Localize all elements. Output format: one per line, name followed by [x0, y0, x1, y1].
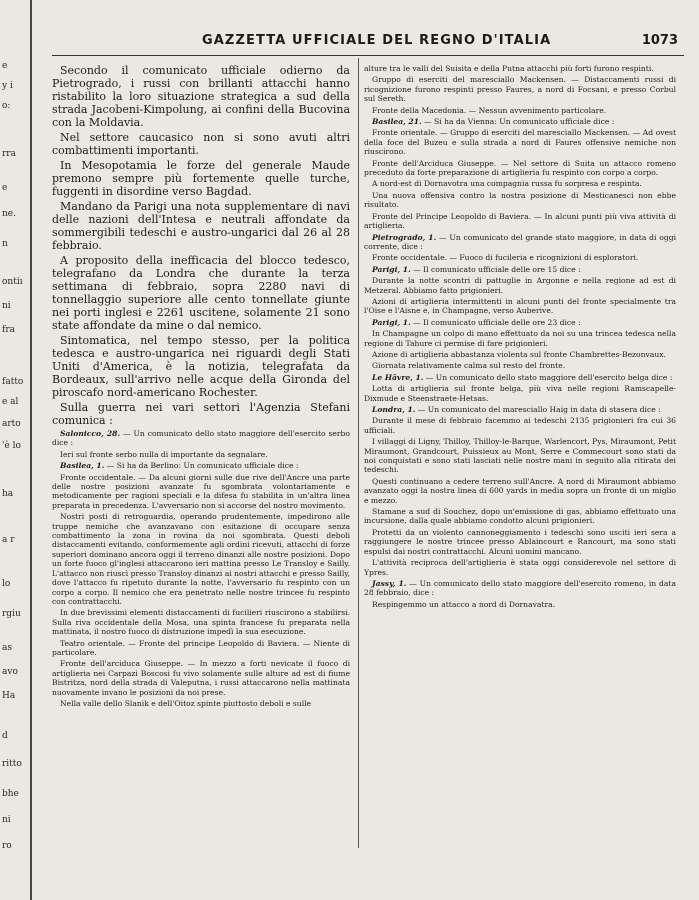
dateline: Londra, 1. — [372, 405, 416, 414]
margin-fragment: ritto — [2, 759, 22, 769]
paragraph-text: — Un comunicato del maresciallo Haig in data di stasera dice : — [415, 405, 661, 414]
right-column-paragraph — [364, 75, 676, 103]
paragraph-text: Questi continuano a cedere terreno sull'Ancre. A nord di Miraumont abbiamo avanzato oggi la nostra linea di 600 yards in media sopra un fronte di un miglio e mezzo. — [364, 476, 676, 505]
margin-fragment: ne. — [2, 209, 16, 219]
paragraph-text: Nostri posti di retroguardia, operando prudentemente, impedirono alle truppe nemiche che avanzavano con esitazione di occupare senza combattimento la zona in rovina da noi sgombrata. Questi deboli distaccamenti evitando, conformemente agli ordini ricevuti, attacchi di forze superiori dominano ancora oggi il terreno dinanzi alle nostre posizioni. Dopo un forte fuoco gl'inglesi attaccarono ieri mattina presso Le Transloy e Sailly. L'attacco non riuscì presso Transloy dinanzi ai nostri attacchi e presso Sailly, dove l'attacco fu ripetuto durante la notte, l'avversario fu respinto con un corpo a corpo. Il nemico che era penetrato nelle nostre trincee fu respinto con contrattacchi. — [52, 512, 350, 606]
left-column-paragraph — [52, 450, 350, 459]
margin-fragment: n — [2, 239, 8, 249]
left-column-paragraph — [52, 461, 350, 470]
left-column-paragraph — [52, 334, 350, 399]
paragraph-text: — Un comunicato dello stato maggiore dell'esercito romeno, in data 28 febbraio, dice : — [364, 578, 676, 598]
left-column-paragraph — [52, 473, 350, 511]
paragraph-text: Stamane a sud di Souchez, dopo un'emissione di gas, abbiamo effettuato una incursione, dalla quale abbiamo condotto alcuni prigionieri. — [364, 507, 676, 526]
right-column-paragraph — [364, 64, 676, 73]
page-number: 1073 — [641, 33, 678, 48]
paragraph-text: Fronte dell'Arciduca Giuseppe. — Nel settore di Suita un attacco romeno preceduto da forte preparazione di artiglieria fu respinto con corpo a corpo. — [364, 158, 676, 178]
left-column-paragraph — [52, 699, 350, 708]
margin-fragment: ni — [2, 815, 11, 825]
right-column-paragraph — [364, 191, 676, 210]
page-header — [190, 33, 690, 51]
right-column-paragraph — [364, 106, 676, 115]
right-column-paragraph — [364, 265, 676, 274]
right-column-paragraph — [364, 179, 676, 188]
paragraph-text: Fronte del Principe Leopoldo di Baviera. — In alcuni punti più viva attività di artiglieria. — [364, 211, 676, 231]
paragraph-text: L'attività reciproca dell'artiglieria è stata oggi considerevole nel settore di Ypres. — [364, 558, 676, 577]
paragraph-text: Sintomatica, nel tempo stesso, per la politica tedesca e austro-ungarica nei riguardi degli Stati Uniti d'America, è la notizia, telegrafata da Bordeaux, sull'arrivo nelle acque della Gironda del piroscafo nord-americano Rochester. — [52, 334, 350, 399]
right-column-paragraph — [364, 416, 676, 435]
paragraph-text: A proposito della inefficacia del blocco tedesco, telegrafano da Londra che durante la terza settimana di febbraio, sopra 2280 navi di tonnellaggio superiore alle cento tonnellate giunte nei porti inglesi e 2261 uscitene, solamente 21 sono state affondate da mine o dal nemico. — [52, 254, 350, 332]
margin-fragment: d — [2, 731, 8, 741]
paragraph-text: Secondo il comunicato ufficiale odierno da Pietrogrado, i russi con brillanti attacchi hanno ristabilito la loro situazione strategica a sud della strada Jacobeni-Kimpolung, ai confini della Bucovina con la Moldavia. — [52, 64, 350, 129]
paragraph-text: Mandano da Parigi una nota supplementare di navi delle nazioni dell'Intesa e neutrali affondate da sommergibili tedeschi e austro-ungarici dal 26 al 28 febbraio. — [52, 200, 350, 252]
margin-fragment: 'è lo — [2, 441, 21, 451]
margin-fragment: o: — [2, 101, 11, 111]
paragraph-text: Una nuova offensiva contro la nostra posizione di Mesticanesci non ebbe risultato. — [364, 190, 676, 210]
left-column-paragraph — [52, 254, 350, 332]
paragraph-text: Respingemmo un attacco a nord di Dornavatra. — [372, 599, 556, 609]
margin-fragment: as — [2, 643, 12, 653]
paragraph-text: Azioni di artiglieria intermittenti in alcuni punti del fronte specialmente tra l'Oise e l'Aisne e, in Champagne, verso Auberive. — [364, 296, 676, 316]
right-column-paragraph — [364, 558, 676, 577]
paragraph-text: In Mesopotamia le forze del generale Maude premono sempre più fortemente quelle turche, fuggenti in disordine verso Bagdad. — [52, 159, 350, 198]
paragraph-text: — Un comunicato dello stato maggiore dell'esercito serbo dice : — [52, 429, 350, 448]
right-column-paragraph — [364, 477, 676, 505]
margin-fragment: lo — [2, 579, 11, 589]
paragraph-text: Protetti da un violento cannoneggiamento i tedeschi sono usciti ieri sera a raggiungere le nostre trincee presso Ablaincourt e Rancourt, ma sono stati espulsi dai nostri contrattacchi. Alcuni uomini mancano. — [364, 527, 676, 556]
margin-fragment: rgiu — [2, 609, 21, 619]
left-column-paragraph — [52, 429, 350, 448]
gazette-title: GAZZETTA UFFICIALE DEL REGNO D'ITALIA — [202, 33, 552, 48]
left-column-paragraph — [52, 131, 350, 157]
margin-fragment: ha — [2, 489, 14, 499]
right-column-paragraph — [364, 212, 676, 231]
margin-fragment: arto — [2, 419, 21, 429]
paragraph-text: Fronte occidentale. — Fuoco di fucileria e ricognizioni di esploratori. — [372, 253, 639, 263]
right-column-paragraph — [364, 253, 676, 262]
right-column-paragraph — [364, 297, 676, 316]
left-column-paragraph — [52, 639, 350, 658]
right-column-paragraph — [364, 128, 676, 156]
paragraph-text: — Si ha da Berlino: Un comunicato ufficiale dice : — [104, 461, 299, 471]
paragraph-text: Durante la notte scontri di pattuglie in Argonne e nella regione ad est di Metzeral. Abbiamo fatto prigionieri. — [364, 276, 676, 295]
right-column-paragraph — [364, 579, 676, 598]
paragraph-text: A nord-est di Dornavotra una compagnia russa fu sorpresa e respinta. — [372, 179, 642, 189]
right-column-paragraph — [364, 159, 676, 178]
left-column-paragraph — [52, 64, 350, 129]
right-column-paragraph — [364, 373, 676, 382]
right-column-paragraph — [364, 507, 676, 526]
left-column-paragraph — [52, 159, 350, 198]
margin-fragment: e al — [2, 397, 19, 407]
right-column — [364, 64, 676, 844]
right-column-paragraph — [364, 117, 676, 126]
paragraph-text: Gruppo di eserciti del maresciallo Mackensen. — Distaccamenti russi di ricognizione furono respinti presso Faures, a nord di Focsani, e presso Corbul sul Sereth. — [364, 75, 676, 104]
paragraph-text: Durante il mese di febbraio facemmo ai tedeschi 2135 prigionieri fra cui 36 ufficiali. — [364, 416, 676, 435]
right-column-paragraph — [364, 329, 676, 348]
paragraph-text: Fronte dell'arciduca Giuseppe. — In mezzo a forti nevicate il fuoco di artiglieria nei Carpazi Boscosi fu vivo solamente sulle alture ad est di fiume Bistritza, nord della strada di Valeputna, i russi attaccarono nella mattinata nuovamente invano le posizioni da noi prese. — [52, 659, 350, 697]
right-column-paragraph — [364, 318, 676, 327]
dateline: Pietrogrado, 1. — [372, 232, 437, 242]
paragraph-text: Teatro orientale. — Fronte del principe Leopoldo di Baviera. — Niente di particolare. — [52, 638, 350, 657]
dateline: Salonicco, 28. — [60, 429, 121, 438]
dateline: Basilea, 21. — [372, 117, 422, 127]
paragraph-text: Fronte occidentale. — Da alcuni giorni sulle due rive dell'Ancre una parte delle nostre posizioni avanzate fu sgombrata volontariamente e metodicamente per ragioni speciali e la difesa fu stabilita in un'altra linea preparata in precedenza. L'avversario non si accorse del nostro movimento. — [52, 472, 350, 510]
paragraph-text: — Si ha da Vienna: Un comunicato ufficiale dice : — [421, 117, 615, 127]
margin-fragment: e — [2, 183, 8, 193]
paragraph-text: — Un comunicato dello stato maggiore dell'esercito belga dice : — [423, 372, 673, 382]
left-column — [52, 64, 350, 844]
left-column-paragraph — [52, 512, 350, 606]
right-column-paragraph — [364, 528, 676, 556]
right-column-paragraph — [364, 276, 676, 295]
right-column-paragraph — [364, 361, 676, 370]
binding-edge-line — [30, 0, 32, 900]
paragraph-text: I villaggi di Ligny, Thilloy, Thilloy-le-Barque, Warlencort, Pys, Miraumont, Petit Miraumont, Grandcourt, Puissieux au Mont, Serre e Commecourt sono stati da noi conquistati e sono stati lasciati nelle nostre mani in seguito alla ritirata dei tedeschi. — [364, 437, 676, 475]
dateline: Parigi, 1. — [372, 317, 411, 327]
right-column-paragraph — [364, 384, 676, 403]
right-column-paragraph — [364, 600, 676, 609]
paragraph-text: — Il comunicato ufficiale delle ore 15 dice : — [410, 264, 581, 274]
margin-fragment: ontiı — [2, 277, 23, 287]
margin-fragment: a r — [2, 535, 15, 545]
right-column-paragraph — [364, 437, 676, 475]
paragraph-text: In Champagne un colpo di mano effettuato da noi su una trincea tedesca nella regione di Tahure ci permise di fare prigionieri. — [364, 329, 676, 348]
left-margin-fragments — [0, 60, 30, 900]
paragraph-text: Giornata relativamente calma sul resto del fronte. — [372, 361, 566, 371]
margin-fragment: bhe — [2, 789, 19, 799]
left-column-paragraph — [52, 608, 350, 636]
dateline: Jassy, 1. — [372, 578, 407, 588]
margin-fragment: fra — [2, 325, 15, 335]
paragraph-text: Azione di artiglieria abbastanza violenta sul fronte Chambrettes-Bezonvaux. — [372, 349, 666, 359]
paragraph-text: Ieri sul fronte serbo nulla di importante da segnalare. — [60, 449, 268, 459]
margin-fragment: rra — [2, 149, 16, 159]
margin-fragment: e — [2, 61, 8, 71]
paragraph-text: In due brevissimi elementi distaccamenti di fucilieri riuscirono a stabilirsi. Sulla riva occidentale della Mosa, una spinta francese fu preparata nella mattinata, il nostro fuoco di distruzione impedì la sua esecuzione. — [52, 608, 350, 637]
paragraph-text: Lotta di artiglieria sul fronte belga, più viva nelle regioni Ramscapelle-Dixmude e Steenstraete-Hetsas. — [364, 384, 676, 403]
paragraph-text: Fronte orientale. — Gruppo di eserciti del maresciallo Mackensen. — Ad ovest della foce del Buzeu e sulla strada a nord di Faures offensive nemiche non riuscirono. — [364, 128, 676, 157]
paragraph-text: — Un comunicato del grande stato maggiore, in data di oggi corrente, dice : — [364, 232, 676, 251]
paragraph-text: Nella valle dello Slanik e dell'Oitoz spinte piuttosto deboli e sulle — [60, 698, 312, 708]
margin-fragment: ni — [2, 301, 11, 311]
margin-fragment: avo — [2, 667, 18, 677]
right-column-paragraph — [364, 350, 676, 359]
dateline: Le Hâvre, 1. — [372, 372, 424, 382]
dateline: Basilea, 1. — [60, 461, 105, 471]
paragraph-text: Fronte della Macedonia. — Nessun avvenimento particolare. — [372, 105, 607, 115]
paragraph-text: — Il comunicato ufficiale delle ore 23 dice : — [410, 317, 581, 327]
margin-fragment: y i — [2, 81, 13, 91]
paragraph-text: alture tra le valli del Suisita e della Putna attacchi più forti furono respinti. — [364, 64, 654, 73]
paragraph-text: Nel settore caucasico non si sono avuti altri combattimenti importanti. — [52, 131, 350, 157]
header-rule — [52, 55, 684, 56]
paragraph-text: Sulla guerra nei vari settori l'Agenzia Stefani comunica : — [52, 401, 350, 427]
dateline: Parigi, 1. — [372, 264, 411, 274]
margin-fragment: Ha — [2, 691, 16, 701]
margin-fragment: ro — [2, 841, 12, 851]
left-column-paragraph — [52, 659, 350, 697]
left-column-paragraph — [52, 200, 350, 252]
left-column-paragraph — [52, 401, 350, 427]
column-divider — [358, 58, 359, 848]
right-column-paragraph — [364, 233, 676, 252]
right-column-paragraph — [364, 405, 676, 414]
margin-fragment: fatto — [2, 377, 24, 387]
